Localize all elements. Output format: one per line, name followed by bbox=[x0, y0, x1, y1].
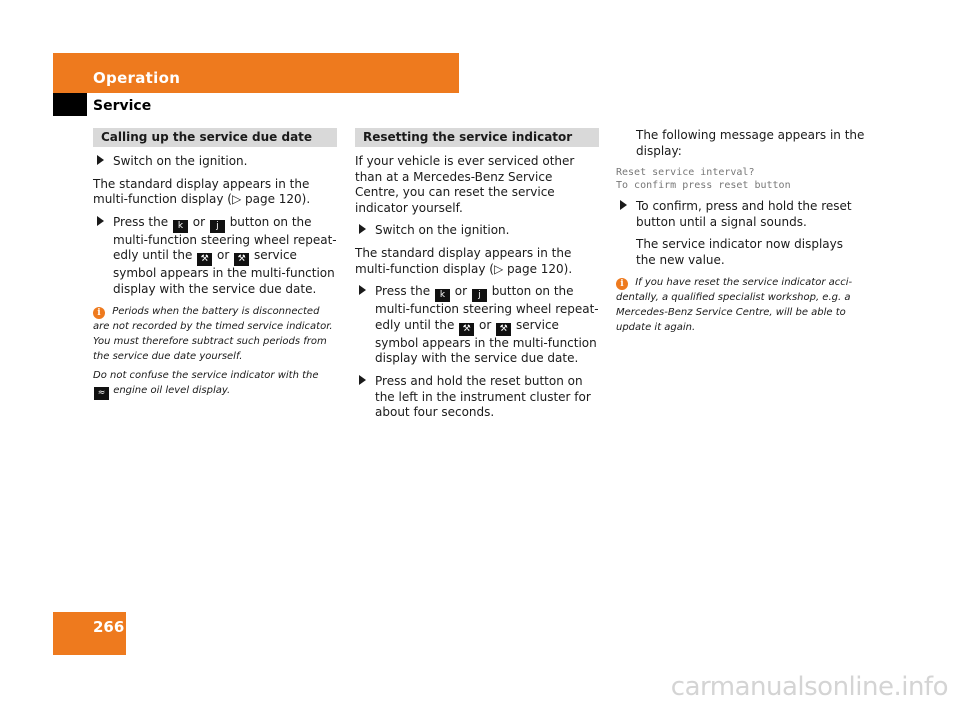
bullet-text: service symbol appears in the multi-function display with the service due date. bbox=[375, 317, 597, 366]
display-message-line: To confirm press reset button bbox=[616, 180, 791, 192]
paragraph: The standard display appears in the multi-function display (▷ page 120). bbox=[93, 176, 311, 207]
bullet-text: service symbol appears in the multi-function display with the service due date. bbox=[113, 248, 335, 296]
header-black-block bbox=[53, 93, 87, 116]
section-title: Operation bbox=[93, 69, 181, 87]
display-message bbox=[616, 166, 866, 192]
display-message-line: Reset service interval? bbox=[616, 167, 755, 179]
bullet-text: or bbox=[479, 317, 492, 332]
bullet-text: Press and hold the reset button on the left in the instrument cluster for about four seconds. bbox=[375, 373, 591, 420]
arrow-bullet-icon bbox=[97, 155, 104, 165]
bullet-text: or bbox=[454, 284, 468, 299]
bullet-text: or bbox=[192, 214, 206, 229]
bullet-item bbox=[93, 215, 337, 298]
info-note bbox=[616, 275, 866, 335]
arrow-bullet-icon bbox=[359, 224, 366, 234]
oil-level-icon: ≈ bbox=[94, 387, 109, 400]
service-wrench-icon: ⚒ bbox=[496, 323, 511, 336]
column-heading: Resetting the service indicator bbox=[355, 128, 599, 147]
column-heading: Calling up the service due date bbox=[93, 128, 337, 147]
bullet-item bbox=[355, 223, 599, 239]
paragraph: The standard display appears in the multi-function display (▷ page 120). bbox=[355, 245, 573, 276]
arrow-bullet-icon bbox=[359, 285, 366, 295]
column-calling-up bbox=[93, 128, 337, 400]
next-button-icon: j bbox=[472, 289, 487, 302]
arrow-bullet-icon bbox=[97, 216, 104, 226]
note-text: engine oil level display. bbox=[113, 384, 231, 396]
service-wrench-icon: ⚒ bbox=[459, 323, 474, 336]
bullet-item bbox=[93, 154, 337, 170]
bullet-text: or bbox=[217, 248, 230, 263]
next-button-icon: j bbox=[210, 220, 225, 233]
note-text: Periods when the battery is disconnected are not recorded by the timed service indicator. You must therefore subtract such periods from the service due date yourself. bbox=[93, 305, 333, 362]
paragraph: The service indicator now displays the new value. bbox=[636, 237, 844, 267]
bullet-text: Press the bbox=[375, 284, 431, 299]
bullet-item bbox=[355, 374, 599, 421]
bullet-text: To confirm, press and hold the reset button until a signal sounds. bbox=[636, 199, 852, 229]
watermark: carmanualsonline.info bbox=[670, 672, 948, 702]
column-continued bbox=[616, 128, 866, 335]
service-wrench-icon: ⚒ bbox=[234, 253, 249, 266]
note-text: Do not confuse the service indicator with the bbox=[93, 369, 319, 381]
subsection-title: Service bbox=[93, 98, 152, 114]
paragraph: The following message appears in the display: bbox=[636, 128, 865, 158]
bullet-text: button on the multi-function steering wheel repeat-edly until the bbox=[113, 214, 337, 263]
previous-button-icon: k bbox=[173, 220, 188, 233]
arrow-bullet-icon bbox=[620, 200, 627, 210]
bullet-text: Switch on the ignition. bbox=[375, 223, 510, 238]
column-resetting bbox=[355, 128, 599, 421]
arrow-bullet-icon bbox=[359, 375, 366, 385]
bullet-item bbox=[616, 199, 866, 230]
paragraph: If your vehicle is ever serviced other than at a Mercedes-Benz Service Centre, you can reset the service indicator yourself. bbox=[355, 154, 575, 215]
page-number: 266 bbox=[93, 618, 125, 636]
note bbox=[93, 368, 337, 400]
bullet-text: Press the bbox=[113, 214, 169, 229]
bullet-text: Switch on the ignition. bbox=[113, 154, 248, 168]
service-wrench-icon: ⚒ bbox=[197, 253, 212, 266]
info-note bbox=[93, 304, 337, 364]
info-icon: i bbox=[93, 307, 105, 319]
note-text: If you have reset the service indicator acci-dentally, a qualified specialist workshop, e.g. a Mercedes-Benz Service Centre, will be able to update it again. bbox=[616, 276, 853, 333]
previous-button-icon: k bbox=[435, 289, 450, 302]
bullet-text: button on the multi-function steering wheel repeat-edly until the bbox=[375, 284, 599, 332]
info-icon: i bbox=[616, 278, 628, 290]
bullet-item bbox=[355, 284, 599, 367]
